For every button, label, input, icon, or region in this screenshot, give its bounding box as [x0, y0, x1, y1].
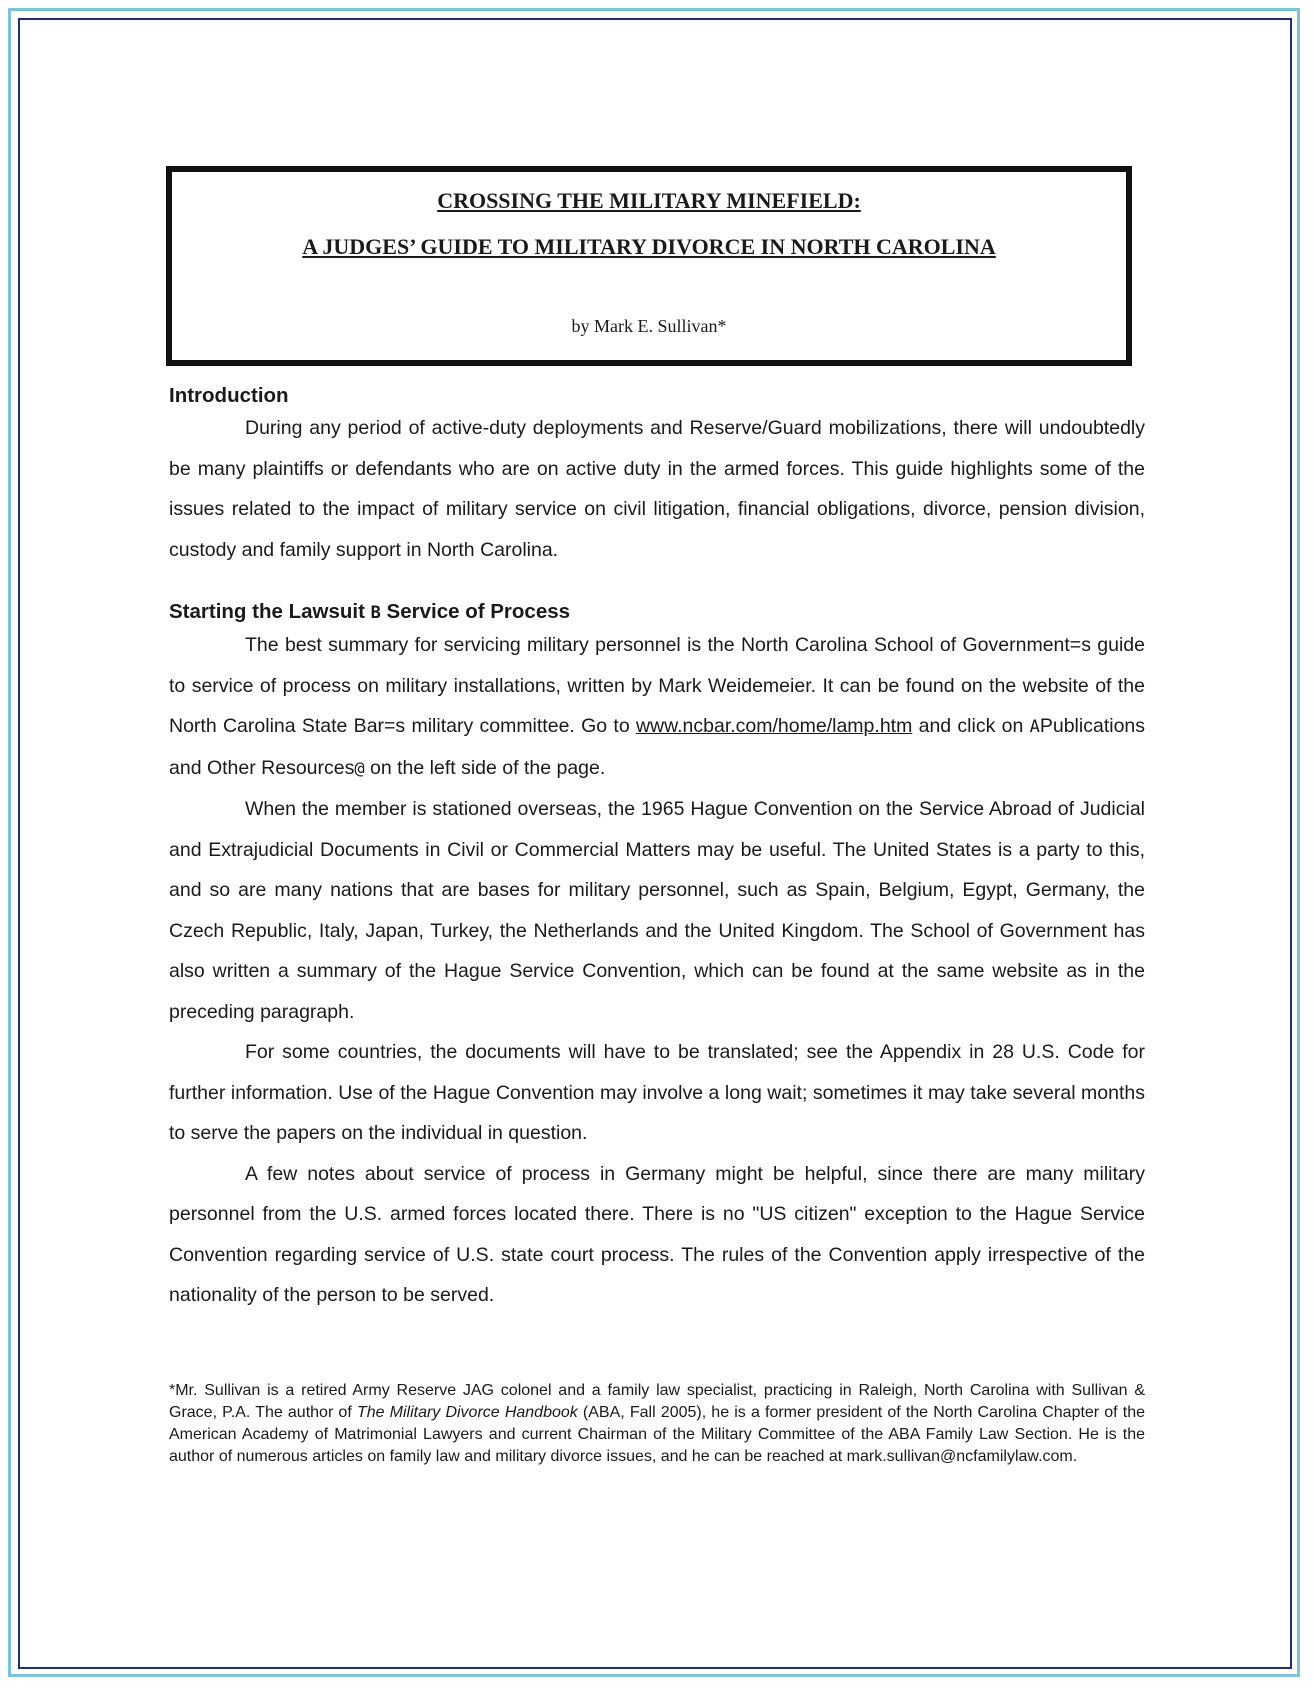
service-paragraph-4: A few notes about service of process in Germany might be helpful, since there are many military personnel from the U.S. armed forces located there. There is no "US citizen" exception to the Hague Service Convention regarding service of U.S. state court process. The rules of the Convention apply irrespective of the nationality of the person to be served.	[169, 1162, 1145, 1306]
service-paragraph-1: The best summary for servicing military personnel is the North Carolina School of Government=s guide to service of process on military installations, written by Mark Weidemeier. It can be found on the website of the North Carolina State Bar=s military committee. Go to www.ncbar.com/home/lamp.htm and click on APublications and Other Resources@ on the left side of the page.	[169, 634, 1146, 779]
section-heading-service-of-process	[169, 600, 1145, 625]
book-title: The Military Divorce Handbook	[356, 1404, 578, 1421]
author-byline: by Mark E. Sullivan*	[571, 316, 727, 336]
section-heading-introduction: Introduction	[169, 384, 289, 407]
intro-paragraph: During any period of active-duty deployments and Reserve/Guard mobilizations, there will undoubtedly be many plaintiffs or defendants who are on active duty in the armed forces. This guide highlights some of the issues related to the impact of military service on civil litigation, financial obligations, divorce, pension division, custody and family support in North Carolina.	[169, 417, 1145, 561]
document-body	[169, 384, 1145, 1316]
author-footnote: *Mr. Sullivan is a retired Army Reserve JAG colonel and a family law specialist, practicing in Raleigh, North Carolina with Sullivan & Grace, P.A. The author of The Military Divorce Handbook (ABA, Fall 2005), he is a former president of the North Carolina Chapter of the American Academy of Matrimonial Lawyers and current Chairman of the Military Committee of the ABA Family Law Section. He is the author of numerous articles on family law and military divorce issues, and he can be reached at mark.sullivan@ncfamilylaw.com.	[169, 1382, 1146, 1465]
service-paragraph-2: When the member is stationed overseas, the 1965 Hague Convention on the Service Abroad of Judicial and Extrajudicial Documents in Civil or Commercial Matters may be useful. The United States is a party to this, and so are many nations that are bases for military personnel, such as Spain, Belgium, Egypt, Germany, the Czech Republic, Italy, Japan, Turkey, the Netherlands and the United Kingdom. The School of Government has also written a summary of the Hague Service Convention, which can be found at the same website as in the preceding paragraph.	[169, 798, 1145, 1023]
document-title: CROSSING THE MILITARY MINEFIELD:	[437, 188, 861, 213]
document-subtitle: A JUDGES’ GUIDE TO MILITARY DIVORCE IN NORTH CAROLINA	[302, 234, 996, 259]
service-paragraph-3: For some countries, the documents will have to be translated; see the Appendix in 28 U.S. Code for further information. Use of the Hague Convention may involve a long wait; sometimes it may take several months to serve the papers on the individual in question.	[169, 1041, 1145, 1144]
open-quote-symbol: A	[1029, 717, 1040, 737]
heading-part: Service of Process	[380, 600, 571, 623]
heading-part: Starting the Lawsuit	[169, 600, 371, 623]
close-quote-symbol: @	[354, 758, 365, 779]
title-box	[166, 166, 1132, 366]
dash-symbol: B	[370, 603, 381, 623]
ncbar-link[interactable]: www.ncbar.com/home/lamp.htm	[635, 715, 913, 737]
